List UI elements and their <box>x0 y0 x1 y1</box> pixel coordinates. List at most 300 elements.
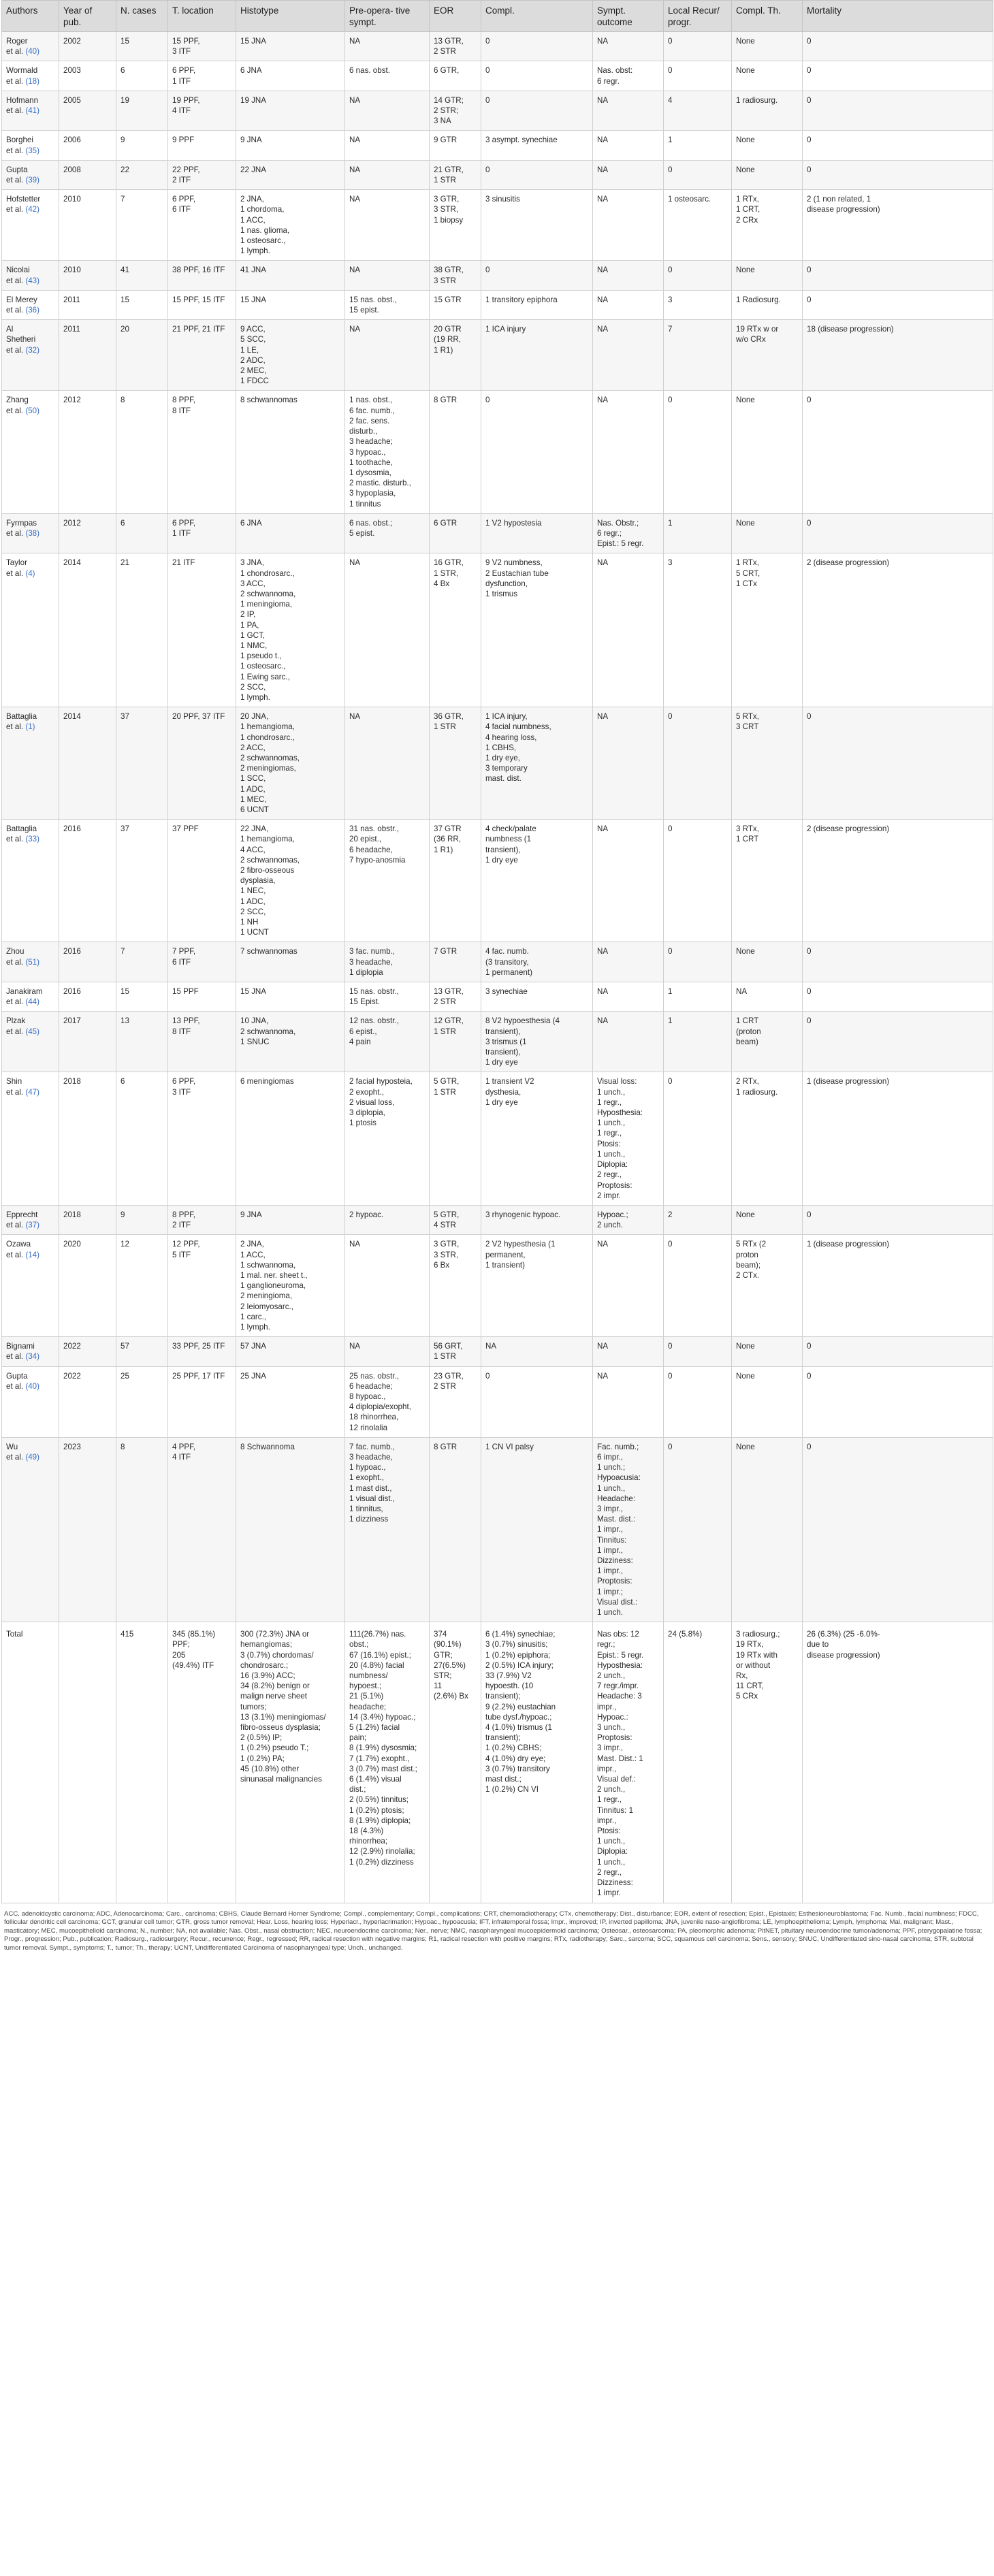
cell-histotype: 8 schwannomas <box>236 391 345 513</box>
cell-complementary-therapy: 1 RTx, 5 CRT, 1 CTx <box>732 553 803 707</box>
table-row <box>2 982 993 1012</box>
cell-cases: 6 <box>116 513 168 553</box>
reference-link[interactable]: (39) <box>25 176 39 185</box>
cell-cases: 8 <box>116 391 168 513</box>
cell-eor: 15 GTR <box>430 290 481 319</box>
cell-cases: 37 <box>116 707 168 820</box>
cell-preop-symptoms: NA <box>345 32 430 61</box>
cell-recurrence: 0 <box>664 942 732 982</box>
cell-preop-symptoms: NA <box>345 320 430 391</box>
cell-complications: 4 fac. numb. (3 transitory, 1 permanent) <box>481 942 593 982</box>
cell-mortality: 2 (disease progression) <box>803 553 993 707</box>
reference-link[interactable]: (51) <box>25 957 39 967</box>
cell-symptom-outcome: Hypoac.; 2 unch. <box>593 1205 664 1234</box>
cell-location: 19 PPF, 4 ITF <box>168 91 236 131</box>
cell-authors <box>2 553 59 707</box>
reference-link[interactable]: (41) <box>25 106 39 116</box>
author-name: Plzak et al. <box>6 1016 26 1036</box>
table-row <box>2 131 993 160</box>
cell-eor: 23 GTR, 2 STR <box>430 1366 481 1437</box>
cell-eor: 21 GTR, 1 STR <box>430 160 481 189</box>
table-row <box>2 707 993 820</box>
reference-link[interactable]: (44) <box>25 997 39 1007</box>
studies-table <box>1 0 993 1903</box>
cell-complications: 0 <box>481 91 593 131</box>
author-name: Wormald et al. <box>6 66 38 86</box>
cell-recurrence: 1 <box>664 1012 732 1072</box>
cell-recurrence: 0 <box>664 1366 732 1437</box>
table-row <box>2 1337 993 1366</box>
cell-mortality: 1 (disease progression) <box>803 1072 993 1205</box>
cell-authors <box>2 160 59 189</box>
cell-year: 2006 <box>59 131 116 160</box>
cell-symptom-outcome: Nas. obst: 6 regr. <box>593 61 664 91</box>
table-row <box>2 553 993 707</box>
cell-cases: 7 <box>116 942 168 982</box>
cell-eor: 9 GTR <box>430 131 481 160</box>
reference-link[interactable]: (32) <box>25 345 39 355</box>
cell-year: 2008 <box>59 160 116 189</box>
author-name: Hofstetter et al. <box>6 195 41 214</box>
cell-authors <box>2 820 59 942</box>
cell-symptom-outcome: NA <box>593 1337 664 1366</box>
cell-symptom-outcome: NA <box>593 553 664 707</box>
cell-cases: 6 <box>116 1072 168 1205</box>
author-name: Nicolai et al. <box>6 265 30 285</box>
cell-complementary-therapy: None <box>732 1205 803 1234</box>
cell-year: 2018 <box>59 1205 116 1234</box>
cell-location: 20 PPF, 37 ITF <box>168 707 236 820</box>
cell-mortality: 0 <box>803 1012 993 1072</box>
author-name: Ozawa et al. <box>6 1240 31 1259</box>
cell-symptom-outcome: NA <box>593 982 664 1012</box>
cell-complementary-therapy: None <box>732 391 803 513</box>
cell-year: 2011 <box>59 320 116 391</box>
cell-recurrence: 0 <box>664 1235 732 1337</box>
col-header-authors: Authors <box>2 1 59 32</box>
author-name: El Merey et al. <box>6 295 37 315</box>
col-header-year: Year of pub. <box>59 1 116 32</box>
cell-year <box>59 1622 116 1903</box>
cell-eor: 13 GTR, 2 STR <box>430 982 481 1012</box>
cell-complementary-therapy: 19 RTx w or w/o CRx <box>732 320 803 391</box>
cell-histotype: 9 JNA <box>236 131 345 160</box>
reference-link[interactable]: (40) <box>25 47 39 57</box>
cell-histotype: 9 JNA <box>236 1205 345 1234</box>
cell-complementary-therapy: None <box>732 131 803 160</box>
cell-histotype: 15 JNA <box>236 982 345 1012</box>
author-name: Epprecht et al. <box>6 1210 38 1230</box>
cell-histotype: 22 JNA, 1 hemangioma, 4 ACC, 2 schwannomas, 2 fibro-osseous dysplasia, 1 NEC, 1 ADC, 2 SCC, 1 NH 1 UCNT <box>236 820 345 942</box>
cell-symptom-outcome: Nas obs: 12 regr.; Epist.: 5 regr. Hyposthesia: 2 unch., 7 regr./impr. Headache: 3 impr., Hypoac.: 3 unch., Proptosis: 3 impr., Mast. Dist.: 1 impr., Visual def.: 2 unch., 1 regr., Tinnitus: 1 impr., Ptosis: 1 unch., Diplopia: 1 unch., 2 regr., Dizziness: 1 impr. <box>593 1622 664 1903</box>
table-row <box>2 190 993 261</box>
table-row <box>2 32 993 61</box>
cell-complications: 8 V2 hypoesthesia (4 transient), 3 trismus (1 transient), 1 dry eye <box>481 1012 593 1072</box>
author-name: Borghei et al. <box>6 135 33 155</box>
cell-preop-symptoms: 2 hypoac. <box>345 1205 430 1234</box>
cell-eor: 3 GTR, 3 STR, 6 Bx <box>430 1235 481 1337</box>
col-header-histotype: Histotype <box>236 1 345 32</box>
cell-authors <box>2 391 59 513</box>
table-row <box>2 290 993 319</box>
cell-cases: 13 <box>116 1012 168 1072</box>
reference-link[interactable]: (35) <box>25 146 39 155</box>
cell-complementary-therapy: NA <box>732 982 803 1012</box>
cell-location: 6 PPF, 6 ITF <box>168 190 236 261</box>
cell-eor: 6 GTR <box>430 513 481 553</box>
author-name: Roger et al. <box>6 37 28 57</box>
cell-complementary-therapy: 1 Radiosurg. <box>732 290 803 319</box>
cell-mortality: 0 <box>803 131 993 160</box>
cell-authors <box>2 290 59 319</box>
cell-complications: 9 V2 numbness, 2 Eustachian tube dysfunction, 1 trismus <box>481 553 593 707</box>
cell-year: 2016 <box>59 942 116 982</box>
cell-complementary-therapy: 1 RTx, 1 CRT, 2 CRx <box>732 190 803 261</box>
cell-symptom-outcome: Nas. Obstr.; 6 regr.; Epist.: 5 regr. <box>593 513 664 553</box>
author-name: Fyrmpas et al. <box>6 518 37 538</box>
reference-link[interactable]: (34) <box>25 1352 39 1362</box>
cell-symptom-outcome: NA <box>593 942 664 982</box>
cell-preop-symptoms: 6 nas. obst.; 5 epist. <box>345 513 430 553</box>
author-name: Janakiram et al. <box>6 987 43 1007</box>
author-name: Total <box>6 1630 23 1639</box>
cell-recurrence: 0 <box>664 1072 732 1205</box>
cell-eor: 56 GRT, 1 STR <box>430 1337 481 1366</box>
cell-symptom-outcome: Visual loss: 1 unch., 1 regr., Hyposthesia: 1 unch., 1 regr., Ptosis: 1 unch., Diplopia: 2 regr., Proptosis: 2 impr. <box>593 1072 664 1205</box>
cell-location: 37 PPF <box>168 820 236 942</box>
table-row <box>2 1366 993 1437</box>
cell-location: 38 PPF, 16 ITF <box>168 261 236 290</box>
cell-mortality: 0 <box>803 942 993 982</box>
cell-recurrence: 0 <box>664 391 732 513</box>
cell-location: 9 PPF <box>168 131 236 160</box>
cell-location: 15 PPF, 3 ITF <box>168 32 236 61</box>
cell-year: 2016 <box>59 820 116 942</box>
cell-histotype: 41 JNA <box>236 261 345 290</box>
cell-eor: 36 GTR, 1 STR <box>430 707 481 820</box>
cell-location: 6 PPF, 1 ITF <box>168 513 236 553</box>
cell-symptom-outcome: NA <box>593 160 664 189</box>
cell-histotype: 20 JNA, 1 hemangioma, 1 chondrosarc., 2 ACC, 2 schwannomas, 2 meningiomas, 1 SCC, 1 ADC, 1 MEC, 6 UCNT <box>236 707 345 820</box>
table-row <box>2 513 993 553</box>
cell-symptom-outcome: NA <box>593 820 664 942</box>
reference-link[interactable]: (18) <box>25 76 39 86</box>
cell-cases: 8 <box>116 1437 168 1622</box>
cell-year: 2010 <box>59 261 116 290</box>
cell-complementary-therapy: None <box>732 61 803 91</box>
cell-location: 21 ITF <box>168 553 236 707</box>
cell-preop-symptoms: NA <box>345 1235 430 1337</box>
table-row <box>2 160 993 189</box>
cell-authors <box>2 1012 59 1072</box>
reference-link[interactable]: (50) <box>25 406 39 415</box>
cell-eor: 12 GTR, 1 STR <box>430 1012 481 1072</box>
cell-histotype: 8 Schwannoma <box>236 1437 345 1622</box>
cell-mortality: 0 <box>803 32 993 61</box>
cell-complications: 3 sinusitis <box>481 190 593 261</box>
cell-authors <box>2 1622 59 1903</box>
cell-preop-symptoms: 31 nas. obstr., 20 epist., 6 headache, 7 hypo-anosmia <box>345 820 430 942</box>
cell-location: 13 PPF, 8 ITF <box>168 1012 236 1072</box>
cell-complementary-therapy: None <box>732 942 803 982</box>
cell-complications: 1 ICA injury, 4 facial numbness, 4 hearing loss, 1 CBHS, 1 dry eye, 3 temporary mast. dist. <box>481 707 593 820</box>
cell-cases: 15 <box>116 290 168 319</box>
cell-mortality: 0 <box>803 1337 993 1366</box>
table-body <box>2 32 993 1903</box>
cell-preop-symptoms: 15 nas. obstr., 15 Epist. <box>345 982 430 1012</box>
reference-link[interactable]: (40) <box>25 1381 39 1391</box>
cell-eor: 374 (90.1%) GTR; 27(6.5%) STR; 11 (2.6%) Bx <box>430 1622 481 1903</box>
cell-recurrence: 0 <box>664 160 732 189</box>
cell-cases: 12 <box>116 1235 168 1337</box>
cell-complications: 1 ICA injury <box>481 320 593 391</box>
cell-histotype: 15 JNA <box>236 290 345 319</box>
cell-year: 2018 <box>59 1072 116 1205</box>
cell-authors <box>2 190 59 261</box>
cell-complementary-therapy: None <box>732 160 803 189</box>
cell-histotype: 6 meningiomas <box>236 1072 345 1205</box>
cell-histotype: 22 JNA <box>236 160 345 189</box>
cell-symptom-outcome: NA <box>593 1235 664 1337</box>
cell-eor: 37 GTR (36 RR, 1 R1) <box>430 820 481 942</box>
cell-cases: 21 <box>116 553 168 707</box>
cell-complementary-therapy: None <box>732 261 803 290</box>
cell-location: 25 PPF, 17 ITF <box>168 1366 236 1437</box>
col-header-eor: EOR <box>430 1 481 32</box>
cell-complications: 0 <box>481 160 593 189</box>
cell-cases: 9 <box>116 1205 168 1234</box>
cell-complications: 1 transitory epiphora <box>481 290 593 319</box>
reference-link[interactable]: (4) <box>25 568 35 578</box>
cell-authors <box>2 61 59 91</box>
cell-histotype: 3 JNA, 1 chondrosarc., 3 ACC, 2 schwannoma, 1 meningioma, 2 IP, 1 PA, 1 GCT, 1 NMC, 1 pseudo t., 1 osteosarc., 1 Ewing sarc., 2 SCC, 1 lymph. <box>236 553 345 707</box>
cell-eor: 13 GTR, 2 STR <box>430 32 481 61</box>
table-row <box>2 1072 993 1205</box>
cell-symptom-outcome: NA <box>593 190 664 261</box>
cell-histotype: 2 JNA, 1 chordoma, 1 ACC, 1 nas. glioma, 1 osteosarc., 1 lymph. <box>236 190 345 261</box>
cell-eor: 5 GTR, 4 STR <box>430 1205 481 1234</box>
cell-histotype: 19 JNA <box>236 91 345 131</box>
cell-cases: 9 <box>116 131 168 160</box>
author-name: Gupta et al. <box>6 1371 28 1391</box>
cell-complementary-therapy: None <box>732 513 803 553</box>
cell-mortality: 1 (disease progression) <box>803 1235 993 1337</box>
cell-location: 21 PPF, 21 ITF <box>168 320 236 391</box>
cell-location: 15 PPF <box>168 982 236 1012</box>
cell-preop-symptoms: 7 fac. numb., 3 headache, 1 hypoac., 1 exopht., 1 mast dist., 1 visual dist., 1 tinnitus, 1 dizziness <box>345 1437 430 1622</box>
cell-symptom-outcome: NA <box>593 131 664 160</box>
cell-year: 2011 <box>59 290 116 319</box>
table-row <box>2 61 993 91</box>
cell-eor: 14 GTR; 2 STR; 3 NA <box>430 91 481 131</box>
author-name: Taylor et al. <box>6 558 27 578</box>
cell-histotype: 6 JNA <box>236 513 345 553</box>
cell-year: 2022 <box>59 1337 116 1366</box>
cell-authors <box>2 1235 59 1337</box>
table-row <box>2 1437 993 1622</box>
cell-complications: 0 <box>481 1366 593 1437</box>
cell-recurrence: 0 <box>664 1437 732 1622</box>
table-header-row <box>2 1 993 32</box>
cell-complications: 3 asympt. synechiae <box>481 131 593 160</box>
cell-authors <box>2 982 59 1012</box>
reference-link[interactable]: (38) <box>25 528 39 538</box>
cell-complementary-therapy: 5 RTx, 3 CRT <box>732 707 803 820</box>
author-name: Wu et al. <box>6 1442 24 1462</box>
cell-preop-symptoms: 111(26.7%) nas. obst.; 67 (16.1%) epist.; 20 (4.8%) facial numbness/ hypoest.; 21 (5.1%) headache; 14 (3.4%) hypoac.; 5 (1.2%) facial pain; 8 (1.9%) dysosmia; 7 (1.7%) exopht., 3 (0.7%) mast dist.; 6 (1.4%) visual dist.; 2 (0.5%) tinnitus; 1 (0.2%) ptosis; 8 (1.9%) diplopia; 18 (4.3%) rhinorrhea; 12 (2.9%) rinolalia; 1 (0.2%) dizziness <box>345 1622 430 1903</box>
cell-preop-symptoms: 2 facial hyposteia, 2 exopht., 2 visual loss, 3 diplopia, 1 ptosis <box>345 1072 430 1205</box>
cell-eor: 16 GTR, 1 STR, 4 Bx <box>430 553 481 707</box>
author-name: Gupta et al. <box>6 165 28 185</box>
cell-recurrence: 3 <box>664 290 732 319</box>
cell-authors <box>2 1337 59 1366</box>
cell-preop-symptoms: 1 nas. obst., 6 fac. numb., 2 fac. sens. disturb., 3 headache; 3 hypoac., 1 toothache, 1 dysosmia, 2 mastic. disturb., 3 hypoplasia, 1 tinnitus <box>345 391 430 513</box>
cell-eor: 8 GTR <box>430 391 481 513</box>
cell-authors <box>2 32 59 61</box>
cell-mortality: 0 <box>803 707 993 820</box>
cell-histotype: 6 JNA <box>236 61 345 91</box>
cell-complementary-therapy: None <box>732 1337 803 1366</box>
col-header-symptom-outcome: Sympt. outcome <box>593 1 664 32</box>
cell-symptom-outcome: NA <box>593 1012 664 1072</box>
cell-cases: 20 <box>116 320 168 391</box>
reference-link[interactable]: (47) <box>25 1087 39 1097</box>
cell-mortality: 2 (disease progression) <box>803 820 993 942</box>
cell-preop-symptoms: NA <box>345 707 430 820</box>
cell-mortality: 0 <box>803 1205 993 1234</box>
cell-preop-symptoms: 25 nas. obstr., 6 headache; 8 hypoac., 4 diplopia/exopht, 18 rhinorrhea, 12 rinolalia <box>345 1366 430 1437</box>
cell-preop-symptoms: 15 nas. obst., 15 epist. <box>345 290 430 319</box>
reference-link[interactable]: (49) <box>25 1452 39 1462</box>
cell-recurrence: 1 osteosarc. <box>664 190 732 261</box>
col-header-mortality: Mortality <box>803 1 993 32</box>
cell-complications: 0 <box>481 391 593 513</box>
cell-complementary-therapy: 3 radiosurg.; 19 RTx, 19 RTx with or without Rx, 11 CRT, 5 CRx <box>732 1622 803 1903</box>
cell-histotype: 300 (72.3%) JNA or hemangiomas; 3 (0.7%) chordomas/ chondrosarc.; 16 (3.9%) ACC; 34 (8.2%) benign or malign nerve sheet tumors; 13 (3.1%) meningiomas/ fibro-osseus dysplasia; 2 (0.5%) IP; 1 (0.2%) pseudo T.; 1 (0.2%) PA; 45 (10.8%) other sinunasal malignancies <box>236 1622 345 1903</box>
cell-authors <box>2 942 59 982</box>
cell-recurrence: 1 <box>664 131 732 160</box>
cell-complications: 6 (1.4%) synechiae; 3 (0.7%) sinusitis; 1 (0.2%) epiphora; 2 (0.5%) ICA injury; 33 (7.9%) V2 hypoesth. (10 transient); 9 (2.2%) eustachian tube dysf./hypoac.; 4 (1.0%) trismus (1 transient); 1 (0.2%) CBHS; 4 (1.0%) dry eye; 3 (0.7%) transitory mast dist.; 1 (0.2%) CN VI <box>481 1622 593 1903</box>
cell-location: 12 PPF, 5 ITF <box>168 1235 236 1337</box>
cell-recurrence: 2 <box>664 1205 732 1234</box>
cell-preop-symptoms: NA <box>345 131 430 160</box>
cell-eor: 7 GTR <box>430 942 481 982</box>
cell-year: 2014 <box>59 553 116 707</box>
cell-histotype: 7 schwannomas <box>236 942 345 982</box>
cell-symptom-outcome: NA <box>593 320 664 391</box>
cell-histotype: 9 ACC, 5 SCC, 1 LE, 2 ADC, 2 MEC, 1 FDCC <box>236 320 345 391</box>
cell-mortality: 18 (disease progression) <box>803 320 993 391</box>
reference-link[interactable]: (45) <box>25 1027 39 1036</box>
cell-complications: 0 <box>481 261 593 290</box>
cell-preop-symptoms: NA <box>345 261 430 290</box>
cell-authors <box>2 707 59 820</box>
cell-cases: 37 <box>116 820 168 942</box>
cell-complementary-therapy: None <box>732 1437 803 1622</box>
cell-location: 7 PPF, 6 ITF <box>168 942 236 982</box>
cell-mortality: 0 <box>803 261 993 290</box>
cell-authors <box>2 91 59 131</box>
cell-complementary-therapy: None <box>732 32 803 61</box>
table-row <box>2 942 993 982</box>
reference-link[interactable]: (43) <box>25 276 39 285</box>
cell-cases: 19 <box>116 91 168 131</box>
cell-year: 2010 <box>59 190 116 261</box>
cell-mortality: 0 <box>803 61 993 91</box>
cell-cases: 15 <box>116 982 168 1012</box>
reference-link[interactable]: (42) <box>25 205 39 214</box>
cell-mortality: 26 (6.3%) (25 -6.0%- due to disease progression) <box>803 1622 993 1903</box>
cell-symptom-outcome: NA <box>593 1366 664 1437</box>
reference-link[interactable]: (36) <box>25 306 39 315</box>
author-name: Al Shetheri et al. <box>6 325 36 355</box>
table-row <box>2 1235 993 1337</box>
cell-year: 2003 <box>59 61 116 91</box>
cell-preop-symptoms: 12 nas. obstr., 6 epist., 4 pain <box>345 1012 430 1072</box>
reference-link[interactable]: (1) <box>25 722 35 732</box>
cell-recurrence: 7 <box>664 320 732 391</box>
reference-link[interactable]: (14) <box>25 1250 39 1259</box>
cell-preop-symptoms: NA <box>345 190 430 261</box>
table-row <box>2 820 993 942</box>
cell-symptom-outcome: NA <box>593 32 664 61</box>
cell-authors <box>2 131 59 160</box>
cell-authors <box>2 1437 59 1622</box>
col-header-cases: N. cases <box>116 1 168 32</box>
cell-complications: 3 rhynogenic hypoac. <box>481 1205 593 1234</box>
cell-eor: 6 GTR, <box>430 61 481 91</box>
cell-complications: 3 synechiae <box>481 982 593 1012</box>
cell-year: 2002 <box>59 32 116 61</box>
author-name: Hofmann et al. <box>6 95 39 116</box>
cell-complementary-therapy: None <box>732 1366 803 1437</box>
cell-symptom-outcome: NA <box>593 707 664 820</box>
cell-cases: 6 <box>116 61 168 91</box>
cell-preop-symptoms: NA <box>345 91 430 131</box>
reference-link[interactable]: (37) <box>25 1221 39 1230</box>
cell-preop-symptoms: NA <box>345 553 430 707</box>
cell-year: 2022 <box>59 1366 116 1437</box>
cell-recurrence: 0 <box>664 261 732 290</box>
cell-complications: 0 <box>481 61 593 91</box>
cell-complications: 1 V2 hypostesia <box>481 513 593 553</box>
cell-symptom-outcome: NA <box>593 261 664 290</box>
cell-eor: 20 GTR (19 RR, 1 R1) <box>430 320 481 391</box>
col-header-complications: Compl. <box>481 1 593 32</box>
cell-symptom-outcome: NA <box>593 290 664 319</box>
cell-complementary-therapy: 1 CRT (proton beam) <box>732 1012 803 1072</box>
cell-mortality: 0 <box>803 91 993 131</box>
table-row <box>2 1205 993 1234</box>
cell-mortality: 0 <box>803 160 993 189</box>
cell-recurrence: 1 <box>664 513 732 553</box>
cell-year: 2005 <box>59 91 116 131</box>
col-header-location: T. location <box>168 1 236 32</box>
cell-preop-symptoms: NA <box>345 160 430 189</box>
cell-location: 22 PPF, 2 ITF <box>168 160 236 189</box>
cell-year: 2020 <box>59 1235 116 1337</box>
cell-eor: 5 GTR, 1 STR <box>430 1072 481 1205</box>
cell-preop-symptoms: 6 nas. obst. <box>345 61 430 91</box>
cell-complications: 0 <box>481 32 593 61</box>
cell-cases: 7 <box>116 190 168 261</box>
reference-link[interactable]: (33) <box>25 835 39 844</box>
cell-histotype: 2 JNA, 1 ACC, 1 schwannoma, 1 mal. ner. sheet t., 1 ganglioneuroma, 2 meningioma, 2 leiomyosarc., 1 carc., 1 lymph. <box>236 1235 345 1337</box>
cell-complementary-therapy: 1 radiosurg. <box>732 91 803 131</box>
cell-authors <box>2 320 59 391</box>
cell-mortality: 0 <box>803 391 993 513</box>
cell-year: 2017 <box>59 1012 116 1072</box>
